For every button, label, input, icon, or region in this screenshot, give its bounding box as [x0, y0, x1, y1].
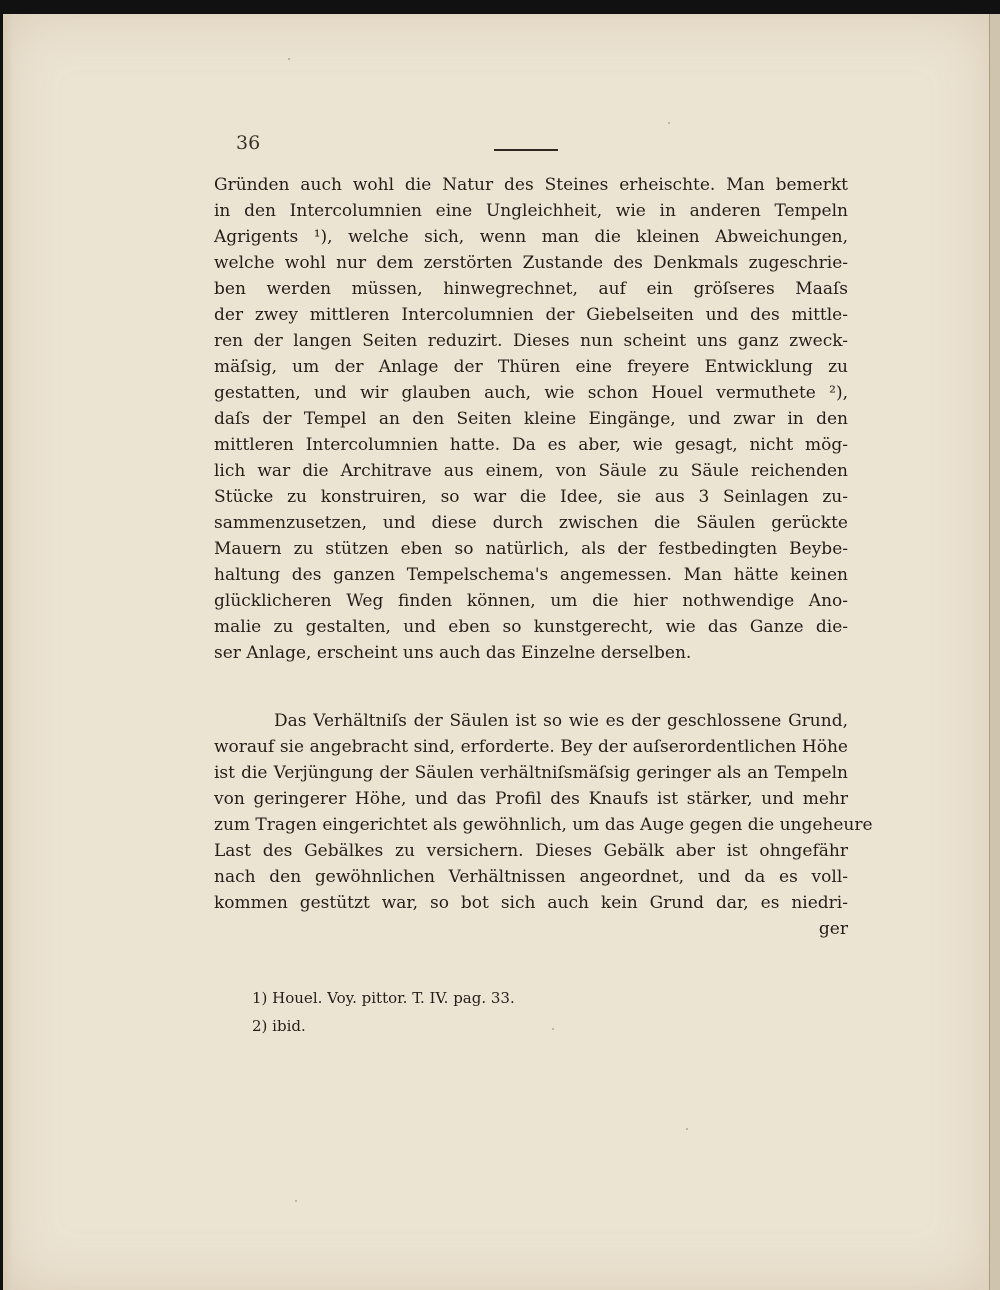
text-line: welche wohl nur dem zerstörten Zustande des Denkmals zugeschrie-	[214, 253, 848, 273]
text-line: ist die Verjüngung der Säulen verhältniſsmäſsig geringer als an Tempeln	[214, 763, 848, 783]
text-line: malie zu gestalten, und eben so kunstgerecht, wie das Ganze die-	[214, 617, 848, 637]
text-line: Das Verhältniſs der Säulen ist so wie es der geschlossene Grund,	[274, 711, 848, 731]
text-line: mittleren Intercolumnien hatte. Da es aber, wie gesagt, nicht mög-	[214, 435, 848, 455]
text-line: Gründen auch wohl die Natur des Steines erheischte. Man bemerkt	[214, 175, 848, 195]
catchword: ger	[818, 919, 848, 939]
text-line: Stücke zu konstruiren, so war die Idee, sie aus 3 Seinlagen zu-	[214, 487, 848, 507]
text-line: ben werden müssen, hinwegrechnet, auf ein gröſseres Maaſs	[214, 279, 848, 299]
text-line: kommen gestützt war, so bot sich auch kein Grund dar, es niedri-	[214, 893, 848, 913]
header-rule	[494, 149, 558, 151]
page-binding-edge	[3, 14, 13, 1290]
text-line: Last des Gebälkes zu versichern. Dieses Gebälk aber ist ohngefähr	[214, 841, 848, 861]
text-line: Agrigents ¹), welche sich, wenn man die kleinen Abweichungen,	[214, 227, 848, 247]
adjacent-page-edge	[989, 14, 1000, 1290]
footnote-2: 2) ibid.	[252, 1017, 306, 1035]
text-line: gestatten, und wir glauben auch, wie schon Houel vermuthete ²),	[214, 383, 848, 403]
text-line: ser Anlage, erscheint uns auch das Einzelne derselben.	[214, 643, 692, 663]
text-line: von geringerer Höhe, und das Profil des Knaufs ist stärker, und mehr	[214, 789, 848, 809]
page-number: 36	[236, 132, 261, 154]
paper-speck	[552, 1028, 554, 1030]
footnote-1: 1) Houel. Voy. pittor. T. IV. pag. 33.	[252, 989, 515, 1007]
paper-speck	[295, 1200, 297, 1202]
text-line: Mauern zu stützen eben so natürlich, als der festbedingten Beybe-	[214, 539, 848, 559]
text-line: nach den gewöhnlichen Verhältnissen angeordnet, und da es voll-	[214, 867, 848, 887]
paper-speck	[668, 122, 670, 124]
text-line: haltung des ganzen Tempelschema's angemessen. Man hätte keinen	[214, 565, 848, 585]
text-line: lich war die Architrave aus einem, von Säule zu Säule reichenden	[214, 461, 848, 481]
text-line: glücklicheren Weg finden können, um die hier nothwendige Ano-	[214, 591, 848, 611]
text-line: sammenzusetzen, und diese durch zwischen die Säulen gerückte	[214, 513, 848, 533]
text-line: worauf sie angebracht sind, erforderte. Bey der auſserordentlichen Höhe	[214, 737, 848, 757]
text-line: in den Intercolumnien eine Ungleichheit, wie in anderen Tempeln	[214, 201, 848, 221]
footnotes	[252, 984, 515, 1040]
text-line: mäſsig, um der Anlage der Thüren eine freyere Entwicklung zu	[214, 357, 848, 377]
text-line: daſs der Tempel an den Seiten kleine Eingänge, und zwar in den	[214, 409, 848, 429]
text-line: der zwey mittleren Intercolumnien der Giebelseiten und des mittle-	[214, 305, 848, 325]
paragraph-1	[214, 172, 848, 666]
paragraph-2	[214, 708, 873, 942]
text-line: ren der langen Seiten reduzirt. Dieses nun scheint uns ganz zweck-	[214, 331, 848, 351]
paper-speck	[686, 1128, 688, 1130]
text-line: zum Tragen eingerichtet als gewöhnlich, um das Auge gegen die ungeheure	[214, 815, 873, 835]
paper-speck	[288, 58, 290, 60]
